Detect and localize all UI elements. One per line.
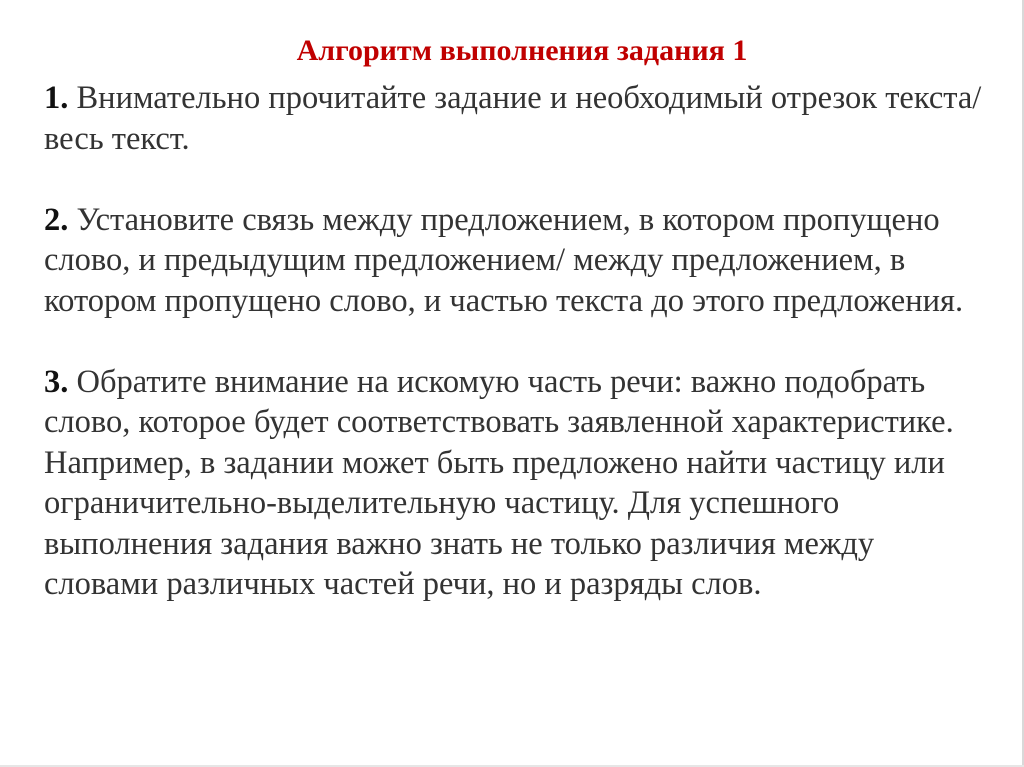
step-text: Внимательно прочитайте задание и необходимый отрезок текста/весь текст. — [44, 80, 982, 157]
step-item-2 — [44, 200, 994, 322]
slide-content — [44, 78, 994, 605]
step-number: 3. — [44, 363, 69, 400]
step-item-3 — [44, 362, 994, 605]
step-text: Установите связь между предложением, в котором пропущено слово, и предыдущим предложением/ между предложением, в котором пропущено слово, и частью текста до этого предложения. — [44, 201, 964, 319]
step-number: 1. — [44, 80, 69, 116]
step-number: 2. — [44, 201, 69, 238]
step-item-1 — [44, 78, 994, 159]
step-text: Обратите внимание на искомую часть речи: важно подобрать слово, которое будет соответствовать заявленной характеристике. Например, в задании может быть предложено найти частицу или ограничительно-выделительную частицу. Для успешного выполнения задания важно знать не только различия между словами различных частей речи, но и разряды слов. — [44, 363, 954, 602]
slide-title: Алгоритм выполнения задания 1 — [296, 34, 748, 67]
